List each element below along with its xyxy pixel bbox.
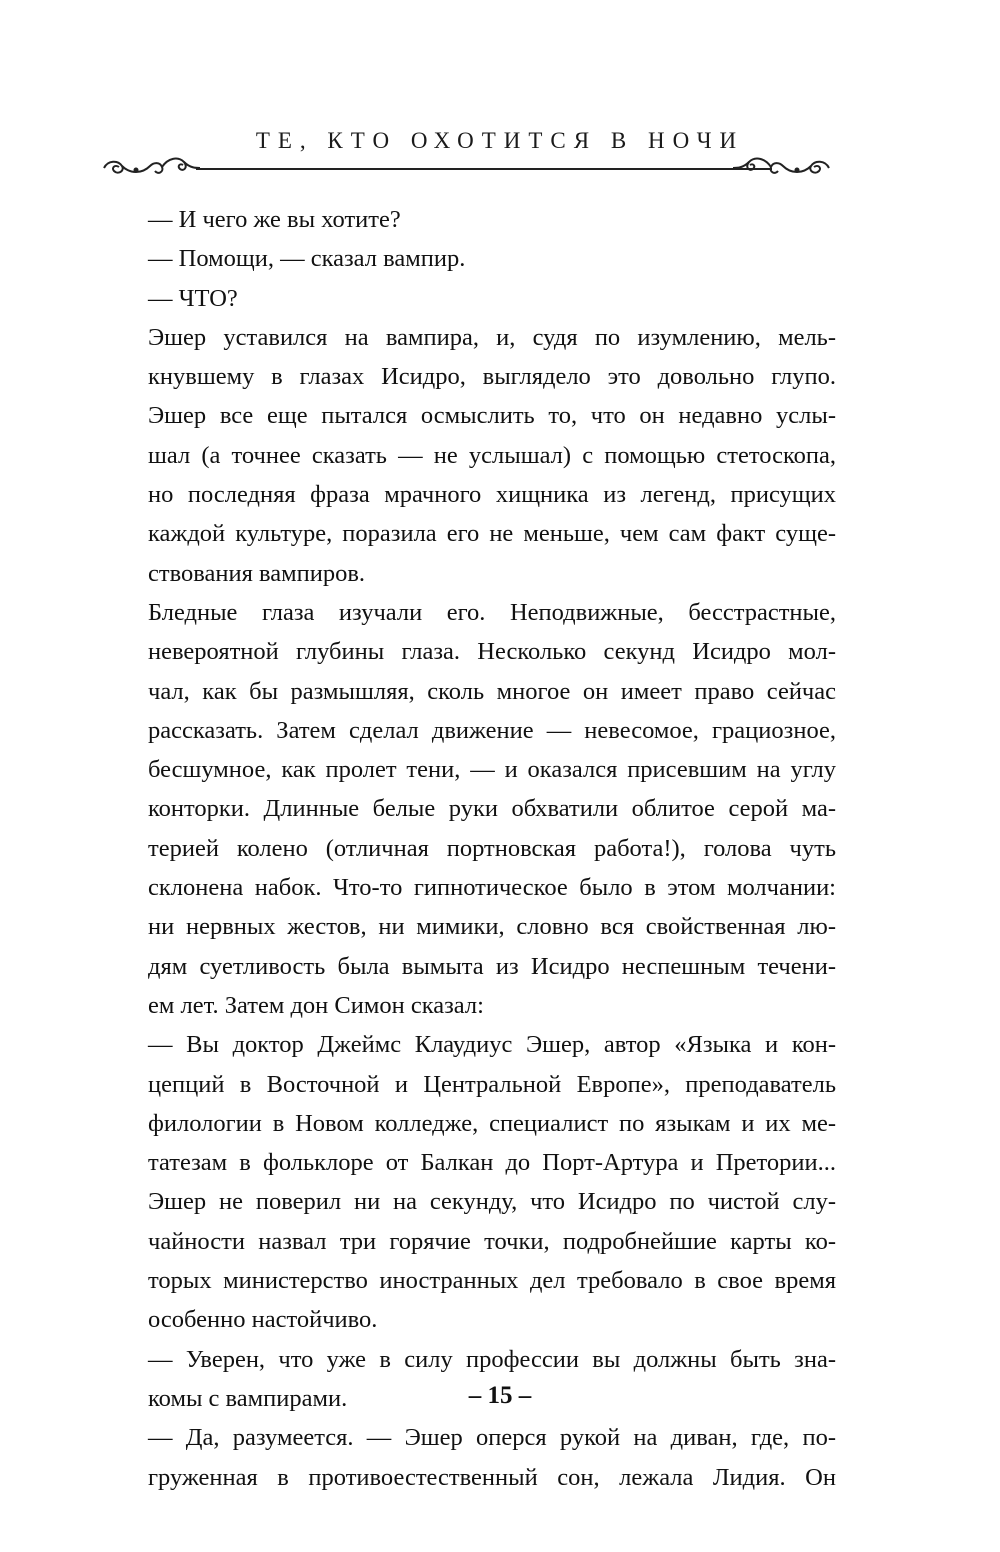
text-line: каждой культуре, поразила его не меньше, чем сам факт суще- xyxy=(148,520,836,548)
text-line: груженная в противоестественный сон, лежала Лидия. Он xyxy=(148,1463,836,1491)
text-line: татезам в фольклоре от Балкан до Порт-Артура и Претории... xyxy=(148,1149,836,1177)
body-text xyxy=(148,200,836,1497)
text-line: Эшер уставился на вампира, и, судя по изумлению, мель- xyxy=(148,323,836,351)
text-line: конторки. Длинные белые руки обхватили облитое серой ма- xyxy=(148,795,836,823)
text-line: склонена набок. Что-то гипнотическое было в этом молчании: xyxy=(148,874,836,902)
text-line: — Помощи, — сказал вампир. xyxy=(148,245,466,273)
ornament-right-flourish-icon xyxy=(733,150,833,186)
text-line: бесшумное, как пролет тени, — и оказался присевшим на углу xyxy=(148,756,836,784)
text-line: Эшер не поверил ни на секунду, что Исидро по чистой слу- xyxy=(148,1188,836,1216)
text-line: ни нервных жестов, ни мимики, словно вся свойственная лю- xyxy=(148,913,836,941)
ornament-left-flourish-icon xyxy=(100,150,200,186)
text-line: торых министерство иностранных дел требовало в свое время xyxy=(148,1267,836,1295)
text-line: — Вы доктор Джеймс Клаудиус Эшер, автор «Языка и кон- xyxy=(148,1031,836,1059)
text-line: цепций в Восточной и Центральной Европе», преподаватель xyxy=(148,1070,836,1098)
text-line: комы с вампирами. xyxy=(148,1384,348,1412)
text-line: дям суетливость была вымыта из Исидро неспешным течени- xyxy=(148,952,836,980)
text-line: ствования вампиров. xyxy=(148,559,366,587)
text-line: — Да, разумеется. — Эшер оперся рукой на диван, где, по- xyxy=(148,1424,836,1452)
page-number: – 15 – xyxy=(468,1382,532,1409)
text-line: но последняя фраза мрачного хищника из легенд, присущих xyxy=(148,481,836,509)
text-line: ем лет. Затем дон Симон сказал: xyxy=(148,991,484,1019)
header-rule xyxy=(196,168,772,170)
text-line: — И чего же вы хотите? xyxy=(148,206,401,233)
text-line: особенно настойчиво. xyxy=(148,1306,378,1334)
text-line: Эшер все еще пытался осмыслить то, что он недавно услы- xyxy=(148,402,836,430)
text-line: — Уверен, что уже в силу профессии вы должны быть зна- xyxy=(148,1345,836,1373)
text-line: невероятной глубины глаза. Несколько секунд Исидро мол- xyxy=(148,638,836,666)
text-line: шал (а точнее сказать — не услышал) с помощью стетоскопа, xyxy=(148,441,836,469)
text-line: филологии в Новом колледже, специалист по языкам и их ме- xyxy=(148,1109,836,1137)
text-line: рассказать. Затем сделал движение — невесомое, грациозное, xyxy=(148,716,836,744)
text-line: чайности назвал три горячие точки, подробнейшие карты ко- xyxy=(148,1227,836,1255)
text-line: — ЧТО? xyxy=(148,284,238,312)
text-line: Бледные глаза изучали его. Неподвижные, бесстрастные, xyxy=(148,598,836,626)
text-line: чал, как бы размышляя, сколь многое он имеет право сейчас xyxy=(148,677,836,705)
running-title: ТЕ, КТО ОХОТИТСЯ В НОЧИ xyxy=(255,128,745,153)
text-line: терией колено (отличная портновская работа!), голова чуть xyxy=(148,834,836,862)
text-line: кнувшему в глазах Исидро, выглядело это довольно глупо. xyxy=(148,363,836,391)
